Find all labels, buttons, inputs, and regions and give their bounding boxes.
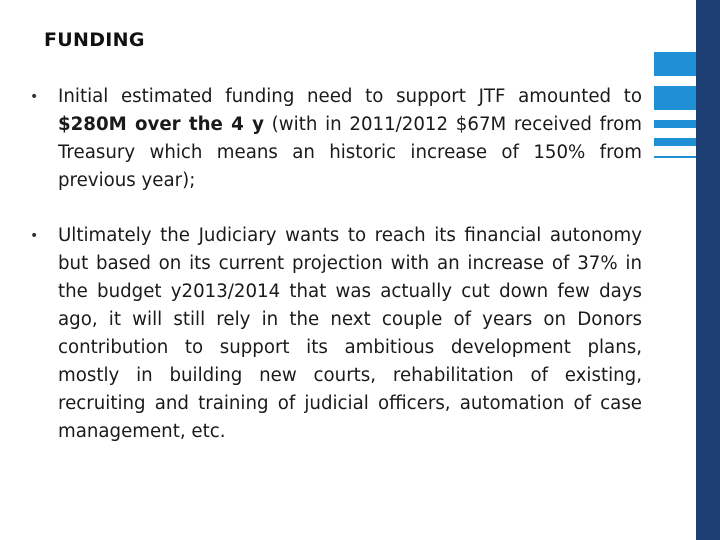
bullet-text-1	[58, 83, 642, 195]
accent-stripe	[654, 138, 696, 146]
bullet-1-post: (with in 2011/2012 $67M received from Treasury which means an historic increase of 150% from previous year);	[58, 114, 642, 191]
accent-stripe	[654, 156, 696, 158]
accent-stripe	[654, 86, 696, 110]
bullet-marker: •	[30, 228, 39, 244]
accent-stripe	[654, 120, 696, 128]
accent-stripe	[654, 52, 696, 76]
bullet-marker: •	[30, 89, 39, 105]
bullet-item-1	[30, 83, 642, 195]
bullet-text-2: Ultimately the Judiciary wants to reach its financial autonomy but based on its current projection with an increase of 37% in the budget y2013/2014 that was actually cut down few days ago, it will still rely in the next couple of years on Donors contribution to support its ambitious development plans, mostly in building new courts, rehabilitation of existing, recruiting and training of judicial officers, automation of case management, etc.	[58, 225, 642, 442]
bullet-1-pre: Initial estimated funding need to support JTF amounted to	[58, 86, 642, 107]
slide-title: FUNDING	[44, 29, 145, 51]
bullet-item-2	[30, 222, 642, 446]
right-dark-bar	[696, 0, 720, 540]
bullet-1-bold: $280M over the 4 y	[58, 114, 264, 135]
